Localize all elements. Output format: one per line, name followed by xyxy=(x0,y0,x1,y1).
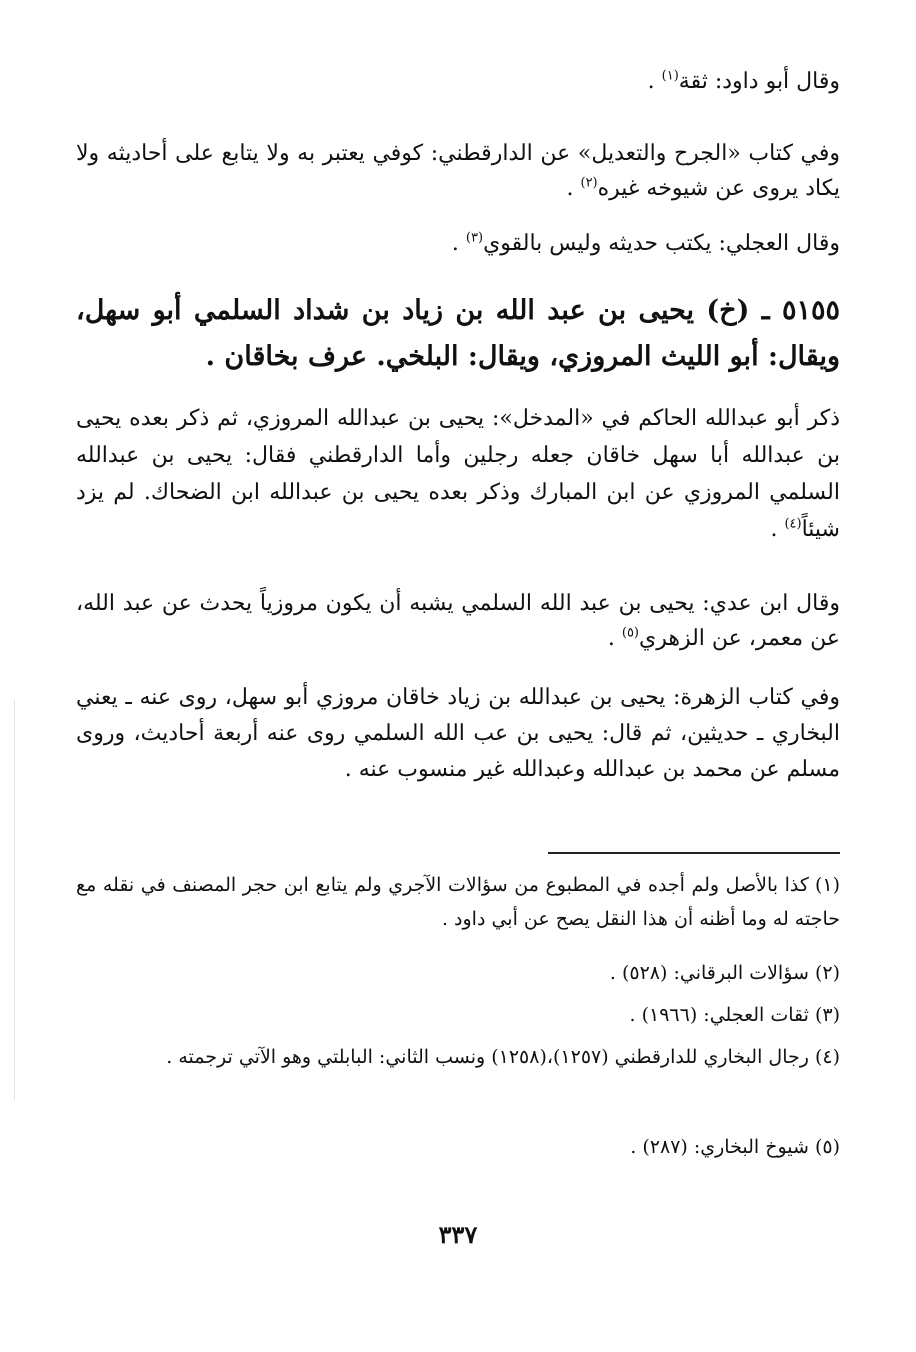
footnote-text: شيوخ البخاري: (٢٨٧) . xyxy=(630,1136,809,1158)
paragraph-text: وفي كتاب «الجرح والتعديل» عن الدارقطني: كوفي يعتبر به ولا يتابع على أحاديثه ولا يكاد يروى عن شيوخه غيره xyxy=(76,141,840,201)
paragraph-text: وقال أبو داود: ثقة xyxy=(678,69,840,94)
paragraph-text: ذكر أبو عبدالله الحاكم في «المدخل»: يحيى بن عبدالله المروزي، ثم ذكر بعده يحيى بن عبدالله أبا سهل خاقان جعله رجلين وأما الدارقطني فقال: يحيى بن عبدالله السلمي المروزي عن ابن المبارك وذكر بعده يحيى بن عبدالله ابن الضحاك. لم يزد شيئاً xyxy=(76,406,840,542)
footnote-ref: (٣) xyxy=(465,230,484,246)
paragraph-abu-dawud xyxy=(76,64,840,99)
footnote-number: (٥) xyxy=(814,1136,840,1158)
footnote-separator xyxy=(548,852,840,854)
paragraph-tail: . xyxy=(770,517,785,542)
paragraph-jarh-tadil xyxy=(76,136,840,206)
page-number: ٣٣٧ xyxy=(438,1220,478,1249)
paragraph-text: وقال ابن عدي: يحيى بن عبد الله السلمي يشبه أن يكون مروزياً يحدث عن عبد الله، عن معمر، عن الزهري xyxy=(76,591,840,651)
footnote-ref: (٥) xyxy=(621,625,639,641)
footnote-ref: (٢) xyxy=(580,175,598,191)
paragraph-ibn-adi xyxy=(76,586,840,656)
footnote-number: (٤) xyxy=(814,1046,840,1068)
paragraph-ijli xyxy=(76,226,840,261)
paragraph-hakim xyxy=(76,400,840,548)
entry-heading: ٥١٥٥ ـ (خ) يحيى بن عبد الله بن زياد بن شداد السلمي أبو سهل، ويقال: أبو الليث المروزي، ويقال: البلخي. عرف بخاقان . xyxy=(76,295,840,372)
footnote-text: ثقات العجلي: (١٩٦٦) . xyxy=(629,1004,809,1026)
footnote-text: رجال البخاري للدارقطني (١٢٥٧)،(١٢٥٨) ونسب الثاني: البابلتي وهو الآتي ترجمته . xyxy=(166,1046,809,1068)
footnote-number: (١) xyxy=(814,874,840,896)
footnote-text: كذا بالأصل ولم أجده في المطبوع من سؤالات الآجري ولم يتابع ابن حجر المصنف في نقله مع حاجته له وما أظنه أن هذا النقل يصح عن أبي داود . xyxy=(76,874,840,930)
paragraph-tail: . xyxy=(566,176,581,201)
paragraph-tail: . xyxy=(607,626,622,651)
footnote-2 xyxy=(76,956,840,990)
footnote-ref: (٤) xyxy=(784,516,802,532)
paragraph-zahra xyxy=(76,680,840,788)
footnote-1 xyxy=(76,868,840,936)
footnote-5 xyxy=(76,1130,840,1164)
footnote-number: (٢) xyxy=(814,962,840,984)
scan-margin-line xyxy=(14,700,15,1100)
footnote-ref: (١) xyxy=(661,68,679,84)
footnote-3 xyxy=(76,998,840,1032)
paragraph-tail: . xyxy=(647,69,662,94)
paragraph-tail: . xyxy=(451,231,466,256)
footnote-text: سؤالات البرقاني: (٥٢٨) . xyxy=(609,962,809,984)
paragraph-text: وقال العجلي: يكتب حديثه وليس بالقوي xyxy=(483,231,840,256)
paragraph-text: وفي كتاب الزهرة: يحيى بن عبدالله بن زياد خاقان مروزي أبو سهل، روى عنه ـ يعني البخاري ـ حديثين، ثم قال: يحيى بن عب الله السلمي روى عنه أربعة أحاديث، وروى مسلم عن محمد بن عبدالله وعبدالله غير منسوب عنه . xyxy=(76,685,840,782)
footnote-4 xyxy=(76,1040,840,1074)
footnote-number: (٣) xyxy=(814,1004,840,1026)
